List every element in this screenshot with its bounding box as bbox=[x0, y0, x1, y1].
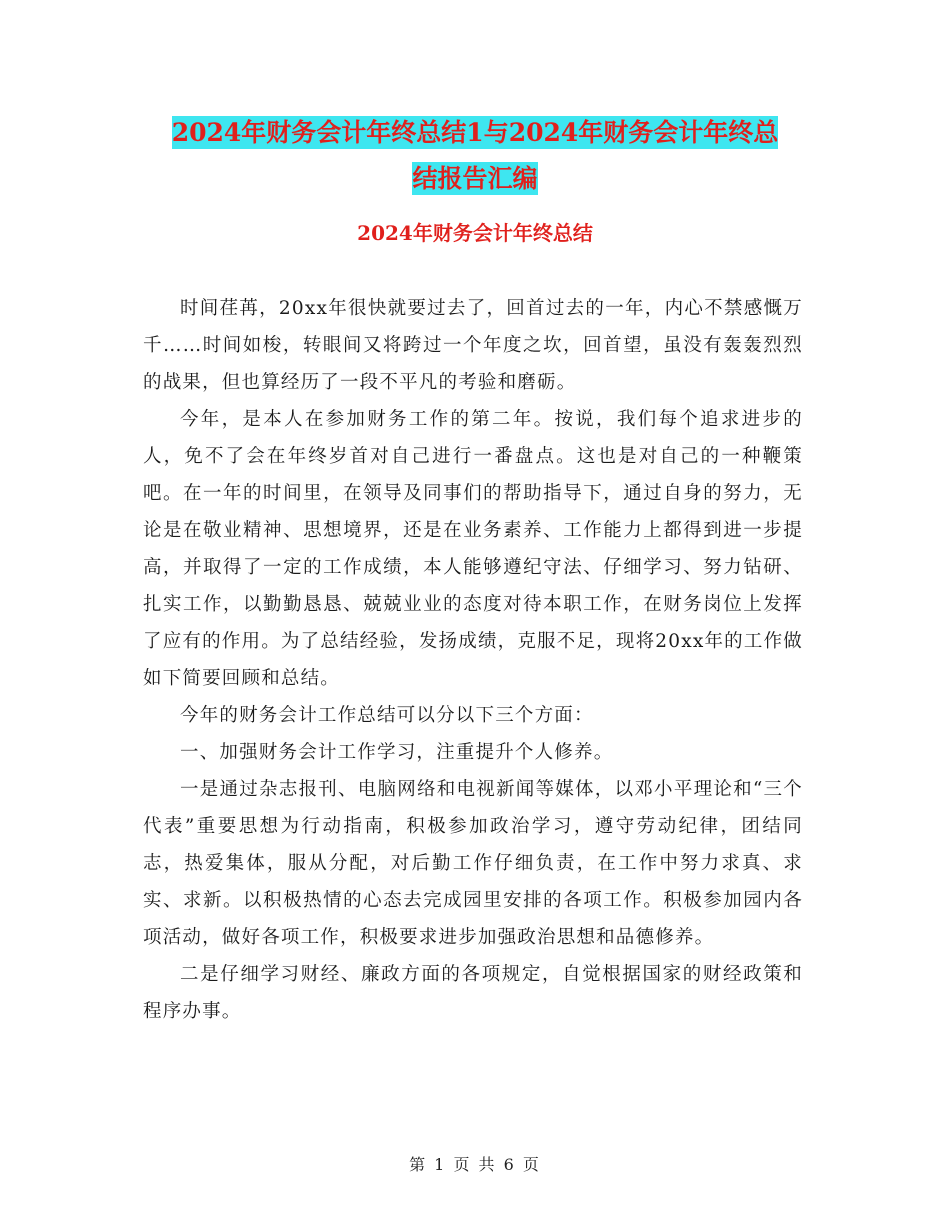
paragraph: 一是通过杂志报刊、电脑网络和电视新闻等媒体，以邓小平理论和“三个代表”重要思想为行动指南，积极参加政治学习，遵守劳动纪律，团结同志，热爱集体，服从分配，对后勤工作仔细负责，在工作中努力求真、求实、求新。以积极热情的心态去完成园里安排的各项工作。积极参加园内各项活动，做好各项工作，积极要求进步加强政治思想和品德修养。 bbox=[143, 779, 803, 948]
paragraph: 今年的财务会计工作总结可以分以下三个方面： bbox=[180, 705, 594, 726]
section-title: 2024年财务会计年终总结 bbox=[357, 221, 593, 245]
page-footer: 第 1 页 共 6 页 bbox=[409, 1155, 541, 1174]
title-line-1: 2024年财务会计年终总结1与2024年财务会计年终总 bbox=[171, 118, 779, 147]
title-line-2: 结报告汇编 bbox=[412, 164, 538, 193]
paragraph: 二是仔细学习财经、廉政方面的各项规定，自觉根据国家的财经政策和程序办事。 bbox=[143, 964, 803, 1022]
paragraph: 时间荏苒，20xx年很快就要过去了，回首过去的一年，内心不禁感慨万千……时间如梭，转眼间又将跨过一个年度之坎，回首望，虽没有轰轰烈烈的战果，但也算经历了一段不平凡的考验和磨砺。 bbox=[143, 298, 803, 393]
body-text bbox=[143, 290, 803, 1030]
document-title bbox=[150, 110, 800, 202]
paragraph-heading: 一、加强财务会计工作学习，注重提升个人修养。 bbox=[180, 742, 614, 763]
paragraph: 今年，是本人在参加财务工作的第二年。按说，我们每个追求进步的人，免不了会在年终岁首对自己进行一番盘点。这也是对自己的一种鞭策吧。在一年的时间里，在领导及同事们的帮助指导下，通过自身的努力，无论是在敬业精神、思想境界，还是在业务素养、工作能力上都得到进一步提高，并取得了一定的工作成绩，本人能够遵纪守法、仔细学习、努力钻研、扎实工作，以勤勤恳恳、兢兢业业的态度对待本职工作，在财务岗位上发挥了应有的作用。为了总结经验，发扬成绩，克服不足，现将20xx年的工作做如下简要回顾和总结。 bbox=[143, 409, 803, 689]
